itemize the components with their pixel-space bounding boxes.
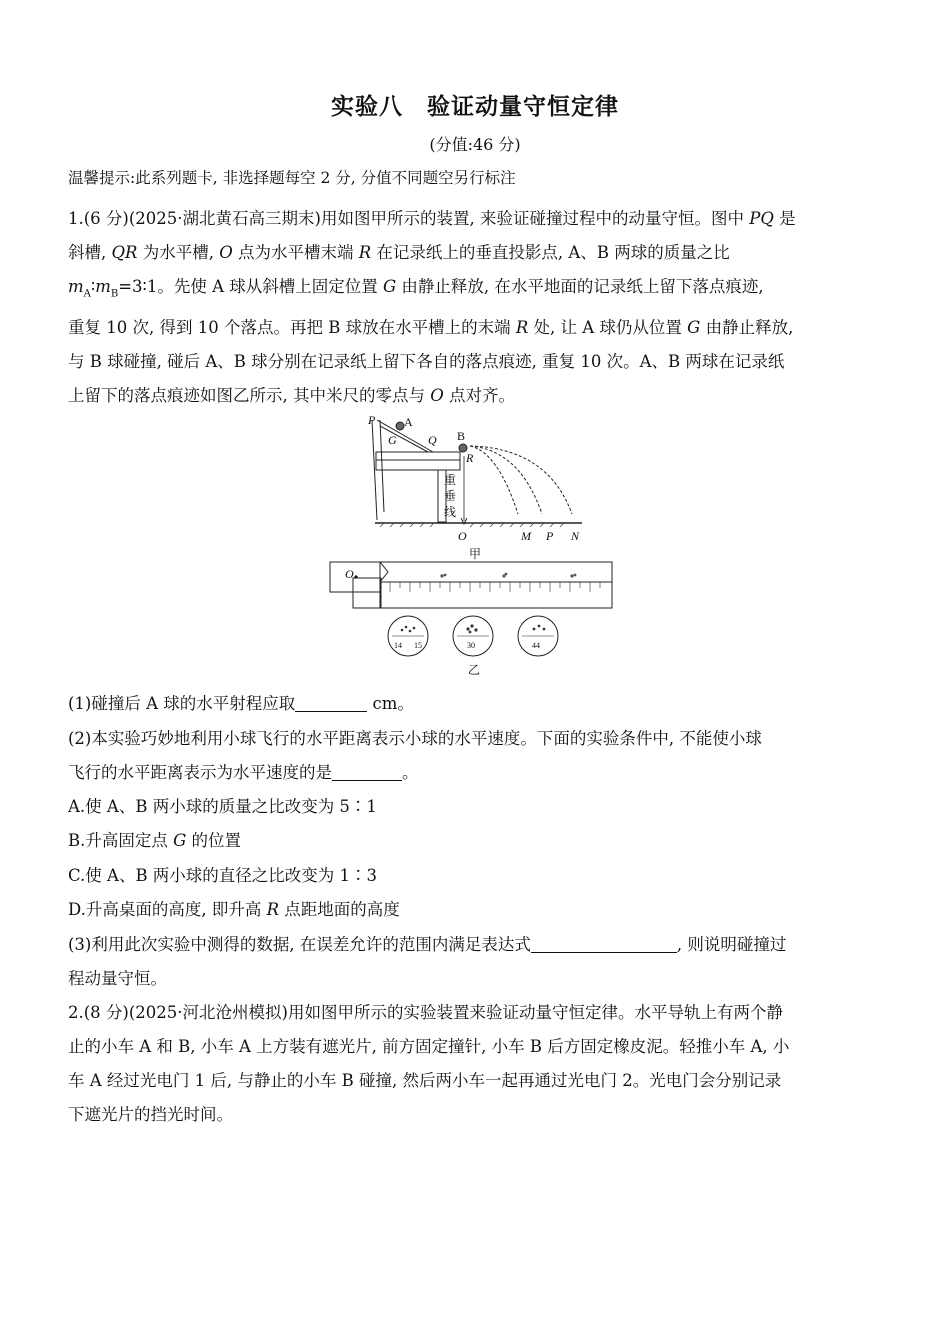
magnifiers <box>388 616 558 656</box>
ruler-marks <box>440 573 576 578</box>
page-title: 实验八 验证动量守恒定律 <box>331 94 619 120</box>
q1-line-5: 与 B 球碰撞, 碰后 A、B 球分别在记录纸上留下各自的落点痕迹, 重复 10 次。A、B 两球在记录纸 <box>68 352 785 372</box>
label-Q: Q <box>428 433 437 447</box>
label-P2: P <box>546 529 554 543</box>
label-zhong: 重 <box>444 473 457 487</box>
q1-sub3-line1: (3)利用此次实验中测得的数据, 在误差允许的范围内满足表达式 , 则说明碰撞过 <box>68 935 787 954</box>
tip-note: 温馨提示:此系列题卡, 非选择题每空 2 分, 分值不同题空另行标注 <box>68 169 516 187</box>
label-B: B <box>457 429 466 443</box>
q1-line-1: 1.(6 分)(2025·湖北黄石高三期末)用如图甲所示的装置, 来验证碰撞过程中的动量守恒。图中 PQ 是 <box>68 209 796 228</box>
option-a: A.使 A、B 两小球的质量之比改变为 5∶1 <box>68 797 377 816</box>
q1-line-3: $m_A∶m_B=3∶1$。先使 A 球从斜槽上固定位置 G 由静止释放, 在水平地面的记录纸上留下落点痕迹, <box>68 277 764 300</box>
q1-sub3-line2: 程动量守恒。 <box>68 969 167 988</box>
ruler-ticks <box>390 582 600 592</box>
answer-blank-3[interactable] <box>531 936 677 954</box>
option-c: C.使 A、B 两小球的直径之比改变为 1∶3 <box>68 866 378 885</box>
q2-line-2: 止的小车 A 和 B, 小车 A 上方装有遮光片, 前方固定撞针, 小车 B 后方固定橡皮泥。轻推小车 A, 小 <box>68 1037 790 1056</box>
q1-sub2-line2: 飞行的水平距离表示为水平速度的是 。 <box>68 763 419 782</box>
q1-stem <box>68 202 882 413</box>
label-O: O <box>458 529 467 543</box>
label-P: P <box>368 413 376 427</box>
label-xian: 线 <box>444 505 457 519</box>
label-jia: 甲 <box>469 547 482 561</box>
label-A: A <box>404 415 413 429</box>
label-M: M <box>521 529 531 543</box>
magnifier-dots <box>401 624 546 633</box>
label-R: R <box>466 451 474 465</box>
answer-blank-1[interactable] <box>295 695 367 713</box>
q1-sub2-line1: (2)本实验巧妙地利用小球飞行的水平距离表示小球的水平速度。下面的实验条件中, 不能使小球 <box>68 729 762 748</box>
option-b: B.升高固定点 G 的位置 <box>68 831 242 850</box>
label-N: N <box>571 529 580 543</box>
mag-label-14: 14 <box>394 641 402 650</box>
score-subtitle: (分值:46 分) <box>429 135 521 154</box>
q1-line-6: 上留下的落点痕迹如图乙所示, 其中米尺的零点与 O 点对齐。 <box>68 386 516 406</box>
q1-line-4: 重复 10 次, 得到 10 个落点。再把 B 球放在水平槽上的末端 R 处, 让 A 球仍从位置 G 由静止释放, <box>68 318 794 338</box>
q1-line-2: 斜槽, QR 为水平槽, O 点为水平槽末端 R 在记录纸上的垂直投影点, A、B 两球的质量之比 <box>68 243 730 262</box>
answer-blank-2[interactable] <box>332 764 402 782</box>
label-yi: 乙 <box>468 663 481 677</box>
q2-line-4: 下遮光片的挡光时间。 <box>68 1105 233 1124</box>
mag-label-30: 30 <box>467 641 475 650</box>
label-chui: 垂 <box>444 489 457 503</box>
q1-sub1: (1)碰撞后 A 球的水平射程应取 cm。 <box>68 694 414 713</box>
mag-label-15: 15 <box>414 641 422 650</box>
apparatus-jia <box>372 420 582 524</box>
label-G: G <box>388 433 397 447</box>
q2-line-1: 2.(8 分)(2025·河北沧州模拟)用如图甲所示的实验装置来验证动量守恒定律。水平导轨上有两个静 <box>68 1003 783 1022</box>
experiment-figure <box>320 408 630 680</box>
ruler-zero-dot <box>354 575 357 578</box>
option-d: D.升高桌面的高度, 即升高 R 点距地面的高度 <box>68 900 400 919</box>
mag-label-44: 44 <box>532 641 540 650</box>
label-O2: O <box>345 567 354 581</box>
q2-line-3: 车 A 经过光电门 1 后, 与静止的小车 B 碰撞, 然后两小车一起再通过光电门 2。光电门会分别记录 <box>68 1071 782 1090</box>
